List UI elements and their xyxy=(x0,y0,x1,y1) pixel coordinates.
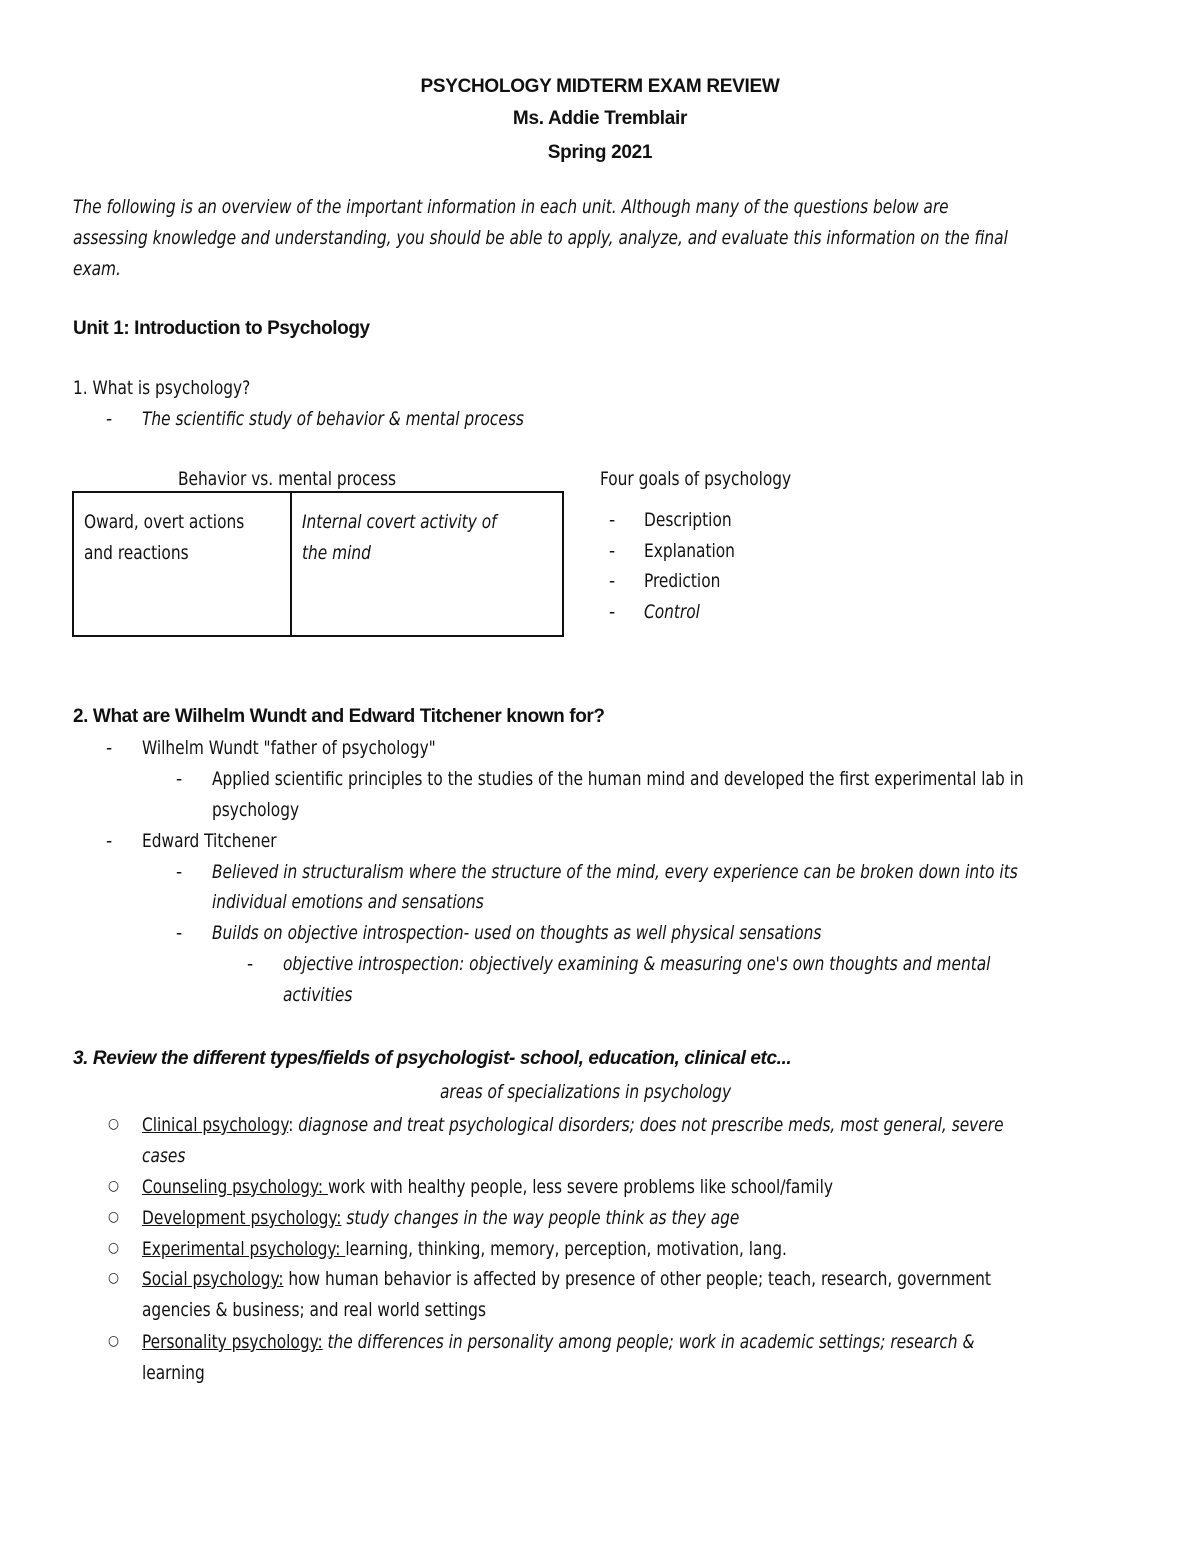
goal-item: Explanation xyxy=(644,540,735,562)
titchener-item: Edward Titchener xyxy=(142,830,277,852)
field-item xyxy=(142,1172,833,1203)
circle-bullet-icon: ○ xyxy=(108,1209,119,1225)
document-title: PSYCHOLOGY MIDTERM EXAM REVIEW xyxy=(420,76,780,97)
question-1-answer: The scientific study of behavior & mental process xyxy=(142,408,524,430)
term: Spring 2021 xyxy=(547,142,653,163)
field-name: Clinical psychology xyxy=(142,1114,289,1136)
specializations-subtitle: areas of specializations in psychology xyxy=(440,1081,732,1103)
mental-process-cell xyxy=(291,492,563,636)
behavior-vs-mental-table xyxy=(72,491,564,637)
dash-bullet: - xyxy=(609,509,616,531)
field-desc: learning, thinking, memory, perception, motivation, lang. xyxy=(345,1238,787,1260)
goal-item: Control xyxy=(644,601,700,623)
field-desc-cont: agencies & business; and real world settings xyxy=(142,1299,486,1321)
unit1-heading: Unit 1: Introduction to Psychology xyxy=(73,318,370,339)
field-name: Experimental psychology: xyxy=(142,1238,346,1260)
field-name: Social psychology: xyxy=(142,1268,284,1290)
field-item xyxy=(142,1203,739,1234)
field-desc: the differences in personality among people; work in academic settings; research & xyxy=(322,1331,975,1353)
field-item xyxy=(142,1327,974,1358)
dash-bullet: - xyxy=(247,953,254,975)
field-desc-cont: learning xyxy=(142,1362,205,1384)
dash-bullet: - xyxy=(609,570,616,592)
titchener-detail-1a: Believed in structuralism where the structure of the mind, every experience can be broken down into its xyxy=(212,861,1018,883)
wundt-detail-2: psychology xyxy=(212,799,300,821)
question-1: 1. What is psychology? xyxy=(73,377,251,399)
dash-bullet: - xyxy=(176,861,183,883)
intro-line-1: The following is an overview of the important information in each unit. Although many of the questions below are xyxy=(73,196,949,218)
dash-bullet: - xyxy=(176,922,183,944)
dash-bullet: - xyxy=(609,540,616,562)
field-sep: : xyxy=(288,1114,294,1136)
field-desc-cont: cases xyxy=(142,1145,186,1167)
field-name: Personality psychology: xyxy=(142,1331,323,1353)
goal-item: Description xyxy=(644,509,732,531)
goal-item: Prediction xyxy=(644,570,721,592)
behavior-line-2: and reactions xyxy=(84,542,189,564)
dash-bullet: - xyxy=(106,737,113,759)
circle-bullet-icon: ○ xyxy=(108,1178,119,1194)
titchener-detail-2: Builds on objective introspection- used on thoughts as well physical sensations xyxy=(212,922,822,944)
field-item xyxy=(142,1110,1004,1141)
field-item xyxy=(142,1234,787,1265)
circle-bullet-icon: ○ xyxy=(108,1116,119,1132)
behavior-cell xyxy=(73,492,291,636)
circle-bullet-icon: ○ xyxy=(108,1333,119,1349)
introspection-2: activities xyxy=(283,984,353,1006)
dash-bullet: - xyxy=(106,830,113,852)
intro-line-2: assessing knowledge and understanding, you should be able to apply, analyze, and evaluate this information on the final xyxy=(73,227,1008,249)
goals-title: Four goals of psychology xyxy=(600,468,792,490)
field-name: Development psychology: xyxy=(142,1207,342,1229)
circle-bullet-icon: ○ xyxy=(108,1240,119,1256)
behavior-line-1: Oward, overt actions xyxy=(84,511,245,533)
intro-line-3: exam. xyxy=(73,258,121,280)
field-desc: study changes in the way people think as they age xyxy=(341,1207,740,1229)
field-name: Counseling psychology: xyxy=(142,1176,328,1198)
dash-bullet: - xyxy=(176,768,183,790)
field-item xyxy=(142,1264,991,1295)
wundt-detail-1: Applied scientific principles to the studies of the human mind and developed the first experimental lab in xyxy=(212,768,1024,790)
table-caption: Behavior vs. mental process xyxy=(178,468,396,490)
field-desc: how human behavior is affected by presence of other people; teach, research, government xyxy=(283,1268,991,1290)
titchener-detail-1b: individual emotions and sensations xyxy=(212,891,484,913)
introspection-1: objective introspection: objectively examining & measuring one's own thoughts and mental xyxy=(283,953,991,975)
dash-bullet: - xyxy=(609,601,616,623)
teacher-name: Ms. Addie Tremblair xyxy=(512,108,688,129)
field-desc: work with healthy people, less severe problems like school/family xyxy=(327,1176,833,1198)
circle-bullet-icon: ○ xyxy=(108,1270,119,1286)
field-desc: diagnose and treat psychological disorders; does not prescribe meds, most general, severe xyxy=(293,1114,1004,1136)
wundt-item: Wilhelm Wundt "father of psychology" xyxy=(142,737,436,759)
dash-bullet: - xyxy=(106,408,113,430)
mental-line-2: the mind xyxy=(302,542,371,564)
question-2-heading: 2. What are Wilhelm Wundt and Edward Titchener known for? xyxy=(73,706,605,727)
question-3-heading: 3. Review the different types/fields of psychologist- school, education, clinical etc... xyxy=(73,1048,792,1069)
mental-line-1: Internal covert activity of xyxy=(302,511,497,533)
